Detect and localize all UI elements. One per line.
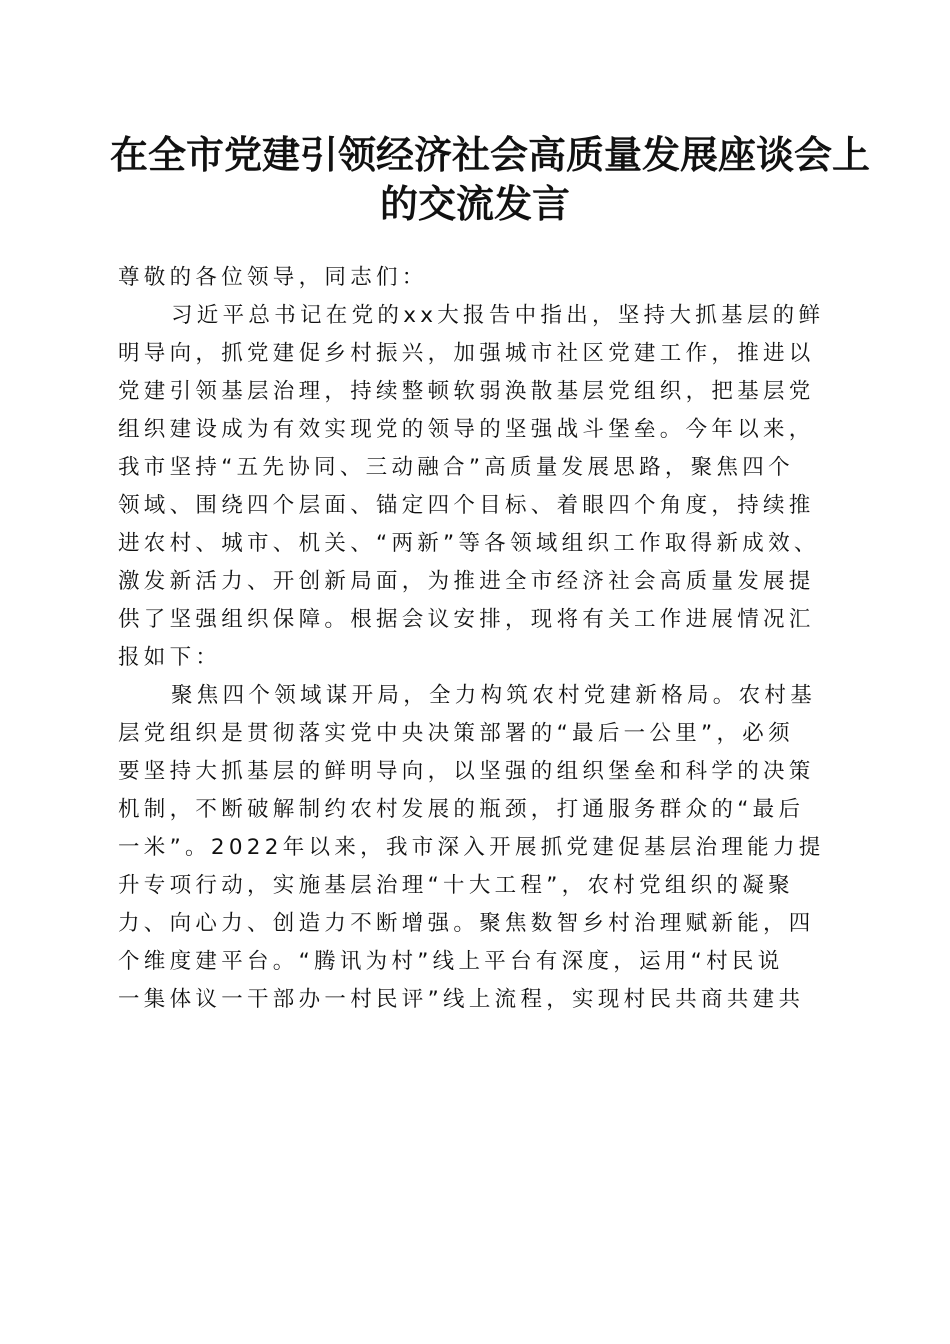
paragraph-line: 一米”。2022年以来，我市深入开展抓党建促基层治理能力提 <box>118 835 825 860</box>
paragraph-line: 进农村、城市、机关、“两新”等各领域组织工作取得新成效、 <box>118 531 820 556</box>
paragraph-line: 党建引领基层治理，持续整顿软弱涣散基层党组织，把基层党 <box>118 379 815 404</box>
paragraph-line: 机制，不断破解制约农村发展的瓶颈，打通服务群众的“最后 <box>118 797 805 822</box>
paragraph-line: 我市坚持“五先协同、三动融合”高质量发展思路，聚焦四个 <box>118 455 794 480</box>
paragraph-line: 力、向心力、创造力不断增强。聚焦数智乡村治理赋新能，四 <box>118 911 815 936</box>
paragraph-line: 明导向，抓党建促乡村振兴，加强城市社区党建工作，推进以 <box>118 341 815 366</box>
paragraph-line: 一集体议一干部办一村民评”线上流程，实现村民共商共建共 <box>118 987 805 1012</box>
paragraph-line: 聚焦四个领域谋开局，全力构筑农村党建新格局。农村基 <box>171 683 817 708</box>
salutation: 尊敬的各位领导，同志们： <box>118 265 428 290</box>
paragraph-line: 组织建设成为有效实现党的领导的坚强战斗堡垒。今年以来， <box>118 417 815 442</box>
document-title <box>110 130 871 228</box>
paragraph-line: 层党组织是贯彻落实党中央决策部署的“最后一公里”，必须 <box>118 721 794 746</box>
paragraph-line: 升专项行动，实施基层治理“十大工程”，农村党组织的凝聚 <box>118 873 794 898</box>
document-body <box>118 259 848 1019</box>
paragraph-line: 要坚持大抓基层的鲜明导向，以坚强的组织堡垒和科学的决策 <box>118 759 815 784</box>
title-line: 在全市党建引领经济社会高质量发展座谈会上 <box>110 132 871 177</box>
paragraph-line: 习近平总书记在党的xx大报告中指出，坚持大抓基层的鲜 <box>171 303 825 328</box>
paragraph-line: 个维度建平台。“腾讯为村”线上平台有深度，运用“村民说 <box>118 949 784 974</box>
paragraph-line: 供了坚强组织保障。根据会议安排，现将有关工作进展情况汇 <box>118 607 815 632</box>
paragraph-line: 领域、围绕四个层面、锚定四个目标、着眼四个角度，持续推 <box>118 493 815 518</box>
paragraph-line: 激发新活力、开创新局面，为推进全市经济社会高质量发展提 <box>118 569 815 594</box>
title-line: 的交流发言 <box>379 181 570 226</box>
paragraph-line: 报如下： <box>118 645 222 670</box>
